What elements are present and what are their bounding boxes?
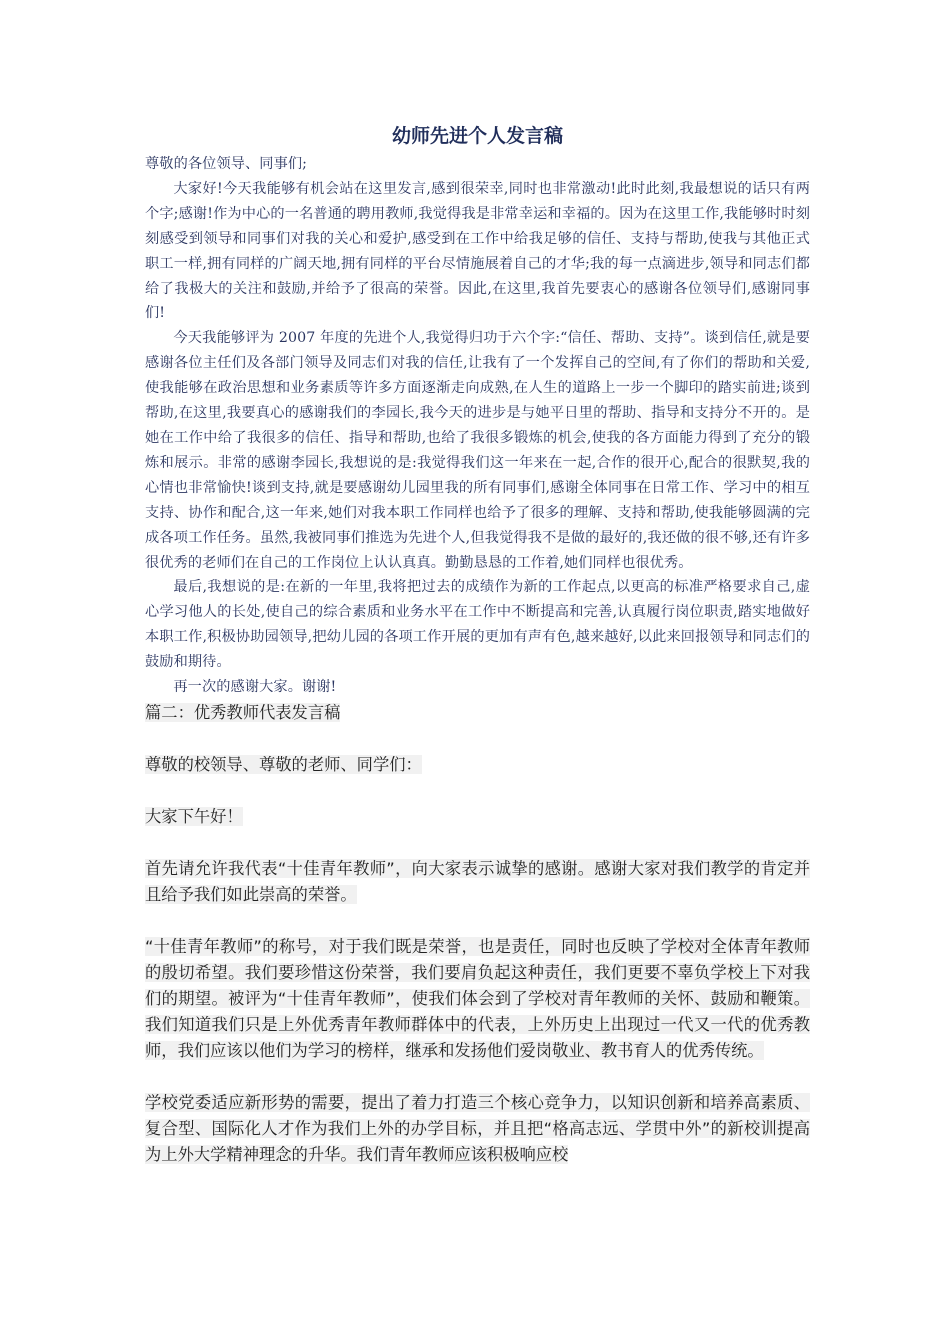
paragraph: 首先请允许我代表“十佳青年教师”，向大家表示诚挚的感谢。感谢大家对我们教学的肯定并且给予我们如此崇高的荣誉。 — [145, 858, 810, 904]
document-page — [145, 122, 810, 1168]
document-title: 幼师先进个人发言稿 — [391, 125, 563, 147]
paragraph: 最后,我想说的是:在新的一年里,我将把过去的成绩作为新的工作起点,以更高的标准严格要求自己,虚心学习他人的长处,使自己的综合素质和业务水平在工作中不断提高和完善,认真履行岗位职责,踏实地做好本职工作,积极协助园领导,把幼儿园的各项工作开展的更加有声有色,越来越好,以此来回报领导和同志们的鼓励和期待。 — [145, 579, 810, 671]
greeting: 大家下午好！ — [145, 806, 243, 826]
section-title: 篇二：优秀教师代表发言稿 — [145, 702, 341, 722]
salutation: 尊敬的校领导、尊敬的老师、同学们： — [145, 754, 422, 774]
paragraph: 大家好!今天我能够有机会站在这里发言,感到很荣幸,同时也非常激动!此时此刻,我最想说的话只有两个字;感谢!作为中心的一名普通的聘用教师,我觉得我是非常幸运和幸福的。因为在这里工作,我能够时时刻刻感受到领导和同事们对我的关心和爱护,感受到在工作中给我足够的信任、支持与帮助,使我与其他正式职工一样,拥有同样的广阔天地,拥有同样的平台尽情施展着自己的才华;我的每一点滴进步,领导和同志们都给了我极大的关注和鼓励,并给予了很高的荣誉。因此,在这里,我首先要衷心的感谢各位领导们,感谢同事们! — [145, 180, 810, 322]
paragraph: 学校党委适应新形势的需要，提出了着力打造三个核心竞争力，以知识创新和培养高素质、复合型、国际化人才作为我们上外的办学目标，并且把“格高志远、学贯中外”的新校训提高为上外大学精神理念的升华。我们青年教师应该积极响应校 — [145, 1092, 810, 1164]
speech-one — [145, 152, 810, 700]
paragraph: “十佳青年教师”的称号，对于我们既是荣誉，也是责任，同时也反映了学校对全体青年教师的殷切希望。我们要珍惜这份荣誉，我们要肩负起这种责任，我们更要不辜负学校上下对我们的期望。被评为“十佳青年教师”，使我们体会到了学校对青年教师的关怀、鼓励和鞭策。我们知道我们只是上外优秀青年教师群体中的代表，上外历史上出现过一代又一代的优秀教师，我们应该以他们为学习的榜样，继承和发扬他们爱岗敬业、教书育人的优秀传统。 — [145, 936, 810, 1060]
closing-line: 再一次的感谢大家。谢谢! — [173, 679, 337, 696]
salutation: 尊敬的各位领导、同事们; — [145, 156, 308, 172]
paragraph: 今天我能够评为 2007 年度的先进个人,我觉得归功于六个字:“信任、帮助、支持”。谈到信任,就是要感谢各位主任们及各部门领导及同志们对我的信任,让我有了一个发挥自己的空间,有了你们的帮助和关爱,使我能够在政治思想和业务素质等许多方面逐渐走向成熟,在人生的道路上一步一个脚印的踏实前进;谈到帮助,在这里,我要真心的感谢我们的李园长,我今天的进步是与她平日里的帮助、指导和支持分不开的。是她在工作中给了我很多的信任、指导和帮助,也给了我很多锻炼的机会,使我的各方面能力得到了充分的锻炼和展示。非常的感谢李园长,我想说的是:我觉得我们这一年来在一起,合作的很开心,配合的很默契,我的心情也非常愉快!谈到支持,就是要感谢幼儿园里我的所有同事们,感谢全体同事在日常工作、学习中的相互支持、协作和配合,这一年来,她们对我本职工作同样也给予了很多的理解、支持和帮助,使我能够圆满的完成各项工作任务。虽然,我被同事们推选为先进个人,但我觉得我不是做的最好的,我还做的很不够,还有许多很优秀的老师们在自己的工作岗位上认认真真。勤勤恳恳的工作着,她们同样也很优秀。 — [145, 330, 810, 571]
speech-two — [145, 700, 810, 1168]
